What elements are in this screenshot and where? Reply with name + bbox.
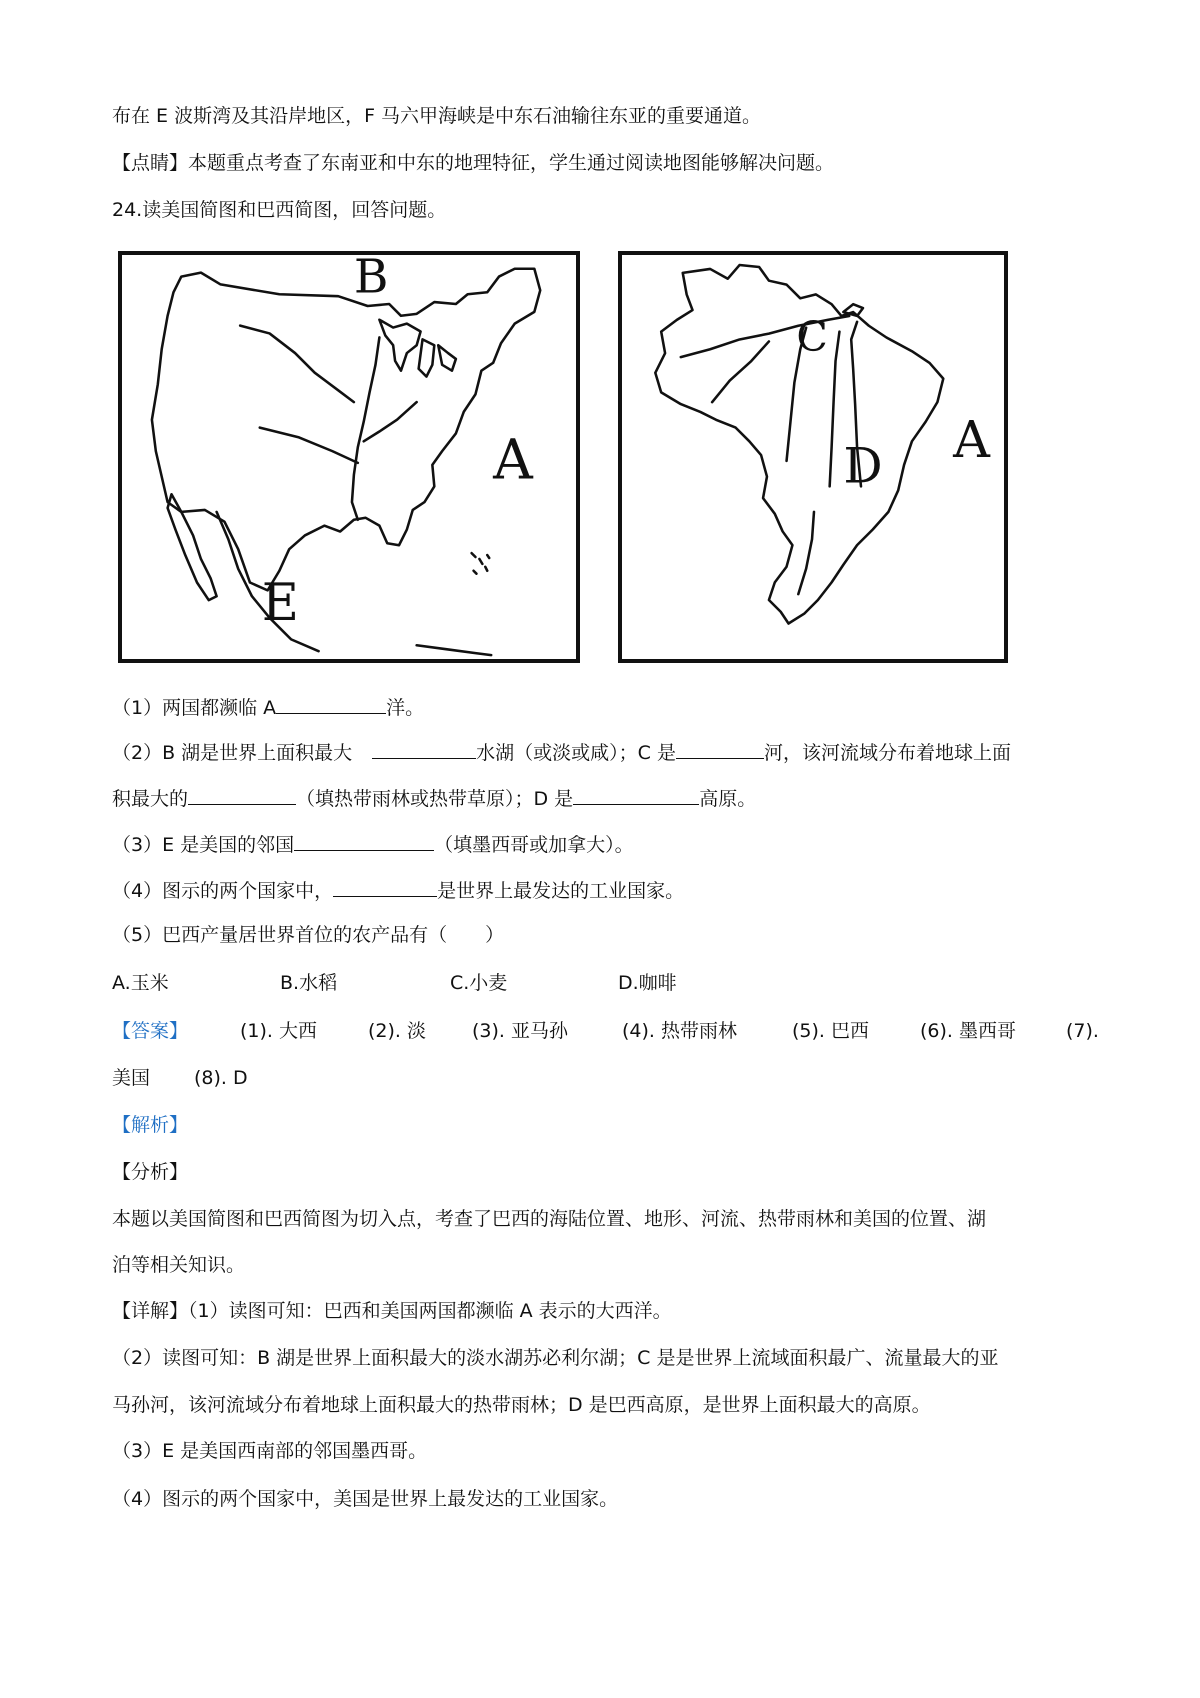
detail-2-line-2: 马孙河，该河流域分布着地球上面积最大的热带雨林；D 是巴西高原，是世界上面积最大的高原。 [112, 1394, 931, 1416]
question-title: 24.读美国简图和巴西简图，回答问题。 [112, 199, 447, 221]
option-c[interactable]: C.小麦 [450, 972, 508, 994]
q3-line [112, 830, 634, 858]
q1-text-a: （1）两国都濒临 A [112, 697, 277, 719]
answer-tag: 【答案】 [112, 1020, 189, 1042]
brazil-label-c: C [796, 313, 828, 362]
xiangjie-tag: 【详解】 [112, 1300, 189, 1322]
brazil-map-drawing [622, 255, 1004, 659]
usa-label-b: B [353, 255, 389, 305]
dianjing-text: 本题重点考查了东南亚和中东的地理特征，学生通过阅读地图能够解决问题。 [188, 152, 835, 174]
amazon-delta [843, 304, 863, 316]
answer-line-1 [112, 1018, 1102, 1044]
q3-blank[interactable] [294, 830, 434, 851]
answer-item-3: (3). 亚马孙 [472, 1020, 568, 1042]
brazil-map [618, 251, 1008, 663]
q4-line [112, 876, 684, 904]
river-madeira [712, 341, 769, 402]
q5-line: （5）巴西产量居世界首位的农产品有（ ） [112, 924, 505, 946]
answer-item-7-value: 美国 [112, 1067, 151, 1089]
option-b[interactable]: B.水稻 [280, 972, 338, 994]
q1-line [112, 693, 424, 721]
answer-item-5: (5). 巴西 [792, 1020, 869, 1042]
fenxi-text-1: 本题以美国简图和巴西简图为切入点，考查了巴西的海陆位置、地形、河流、热带雨林和美国的位置、湖 [112, 1208, 987, 1230]
answer-item-6: (6). 墨西哥 [920, 1020, 1016, 1042]
brazil-label-d: D [843, 437, 883, 495]
q2-line-2 [112, 784, 756, 812]
q2b-text-c: 高原。 [699, 788, 757, 810]
detail-3-line: （3）E 是美国西南部的邻国墨西哥。 [112, 1440, 428, 1462]
intro-line: 布在 E 波斯湾及其沿岸地区，F 马六甲海峡是中东石油输往东亚的重要通道。 [112, 105, 762, 127]
q2-text-b: 水湖（或淡或咸）；C 是 [476, 742, 676, 764]
river-xingu [830, 332, 840, 487]
great-lakes [379, 320, 455, 377]
river-arkansas [260, 428, 358, 463]
q2b-text-b: （填热带雨林或热带草原）；D 是 [296, 788, 574, 810]
usa-label-e: E [261, 573, 299, 633]
q2-blank-2[interactable] [676, 738, 764, 759]
river-parana [798, 512, 814, 594]
detail-2-line-1: （2）读图可知：B 湖是世界上面积最大的淡水湖苏必利尔湖；C 是是世界上流域面积最广、流量最大的亚 [112, 1347, 999, 1369]
jiexi-tag: 【解析】 [112, 1114, 189, 1136]
xiangjie-line [112, 1298, 672, 1324]
answer-item-8: (8). D [194, 1067, 248, 1089]
q2-text-a: （2）B 湖是世界上面积最大 [112, 742, 353, 764]
q4-blank[interactable] [333, 876, 437, 897]
option-d[interactable]: D.咖啡 [618, 972, 677, 994]
caribbean-islands [472, 553, 490, 574]
dianjing-paragraph [112, 150, 834, 176]
q2-line-1 [112, 738, 1011, 766]
xiangjie-text: （1）读图可知：巴西和美国两国都濒临 A 表示的大西洋。 [188, 1300, 672, 1322]
q1-blank[interactable] [276, 693, 386, 714]
usa-map-drawing [122, 255, 576, 659]
q2-text-c: 河，该河流域分布着地球上面 [763, 742, 1011, 764]
usa-label-a: A [493, 427, 533, 492]
q2-blank-4[interactable] [573, 784, 699, 805]
q2-blank-3[interactable] [188, 784, 296, 805]
fenxi-text-2: 泊等相关知识。 [112, 1254, 246, 1276]
q4-text-a: （4）图示的两个国家中， [112, 880, 334, 902]
usa-map [118, 251, 580, 663]
detail-4-line: （4）图示的两个国家中，美国是世界上最发达的工业国家。 [112, 1488, 619, 1510]
option-a[interactable]: A.玉米 [112, 972, 169, 994]
q3-text-b: （填墨西哥或加拿大）。 [434, 834, 634, 856]
river-ohio [364, 402, 417, 441]
answer-item-2: (2). 淡 [368, 1020, 426, 1042]
river-missouri [240, 326, 354, 402]
options-line [112, 970, 812, 996]
q2b-text-a: 积最大的 [112, 788, 189, 810]
q4-text-b: 是世界上最发达的工业国家。 [437, 880, 685, 902]
q1-text-b: 洋。 [386, 697, 425, 719]
usa-outline [152, 269, 540, 591]
dianjing-tag: 【点睛】 [112, 152, 189, 174]
answer-item-1: (1). 大西 [240, 1020, 317, 1042]
answer-line-2 [112, 1065, 512, 1091]
brazil-label-a: A [953, 411, 990, 470]
answer-item-4: (4). 热带雨林 [622, 1020, 737, 1042]
q2-blank-1[interactable] [372, 738, 476, 759]
fenxi-tag: 【分析】 [112, 1161, 189, 1183]
answer-item-7: (7). [1066, 1020, 1099, 1042]
cuba [417, 645, 492, 655]
q3-text-a: （3）E 是美国的邻国 [112, 834, 295, 856]
river-mississippi [352, 337, 379, 519]
